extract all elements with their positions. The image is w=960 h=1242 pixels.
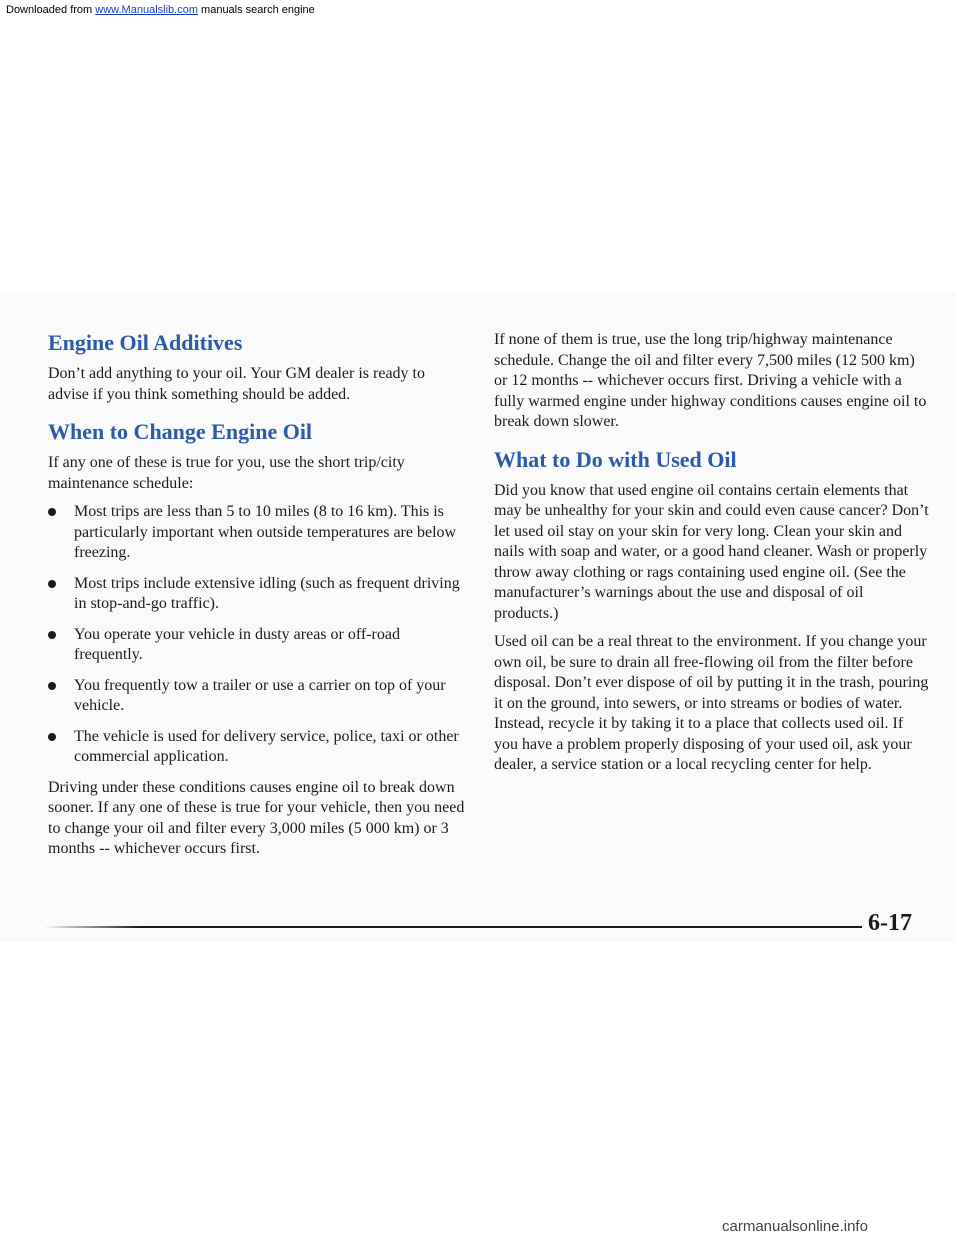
banner-prefix: Downloaded from xyxy=(6,4,96,16)
bullet-icon xyxy=(48,682,56,690)
manualslib-link[interactable]: www.Manualslib.com xyxy=(95,4,198,16)
heading-engine-oil-additives: Engine Oil Additives xyxy=(48,330,243,355)
long-trip-paragraph: If none of them is true, use the long trip/highway maintenance schedule. Change the oil and filter every 7,500 miles (12 500 km) or 12 months -- whichever occurs first. Driving a vehicle with a fully warmed engine under highway conditions causes engine oil to break down slower. xyxy=(494,331,927,430)
bullet-icon xyxy=(48,580,56,588)
left-column xyxy=(48,330,468,868)
footer-rule xyxy=(42,926,862,928)
heading-used-oil: What to Do with Used Oil xyxy=(494,446,737,472)
list-item: Most trips are less than 5 to 10 miles (8 to 16 km). This is particularly important when outside temperatures are below freezing. xyxy=(48,502,468,564)
bullet-icon xyxy=(48,733,56,741)
right-column xyxy=(494,330,930,784)
used-oil-paragraph-1: Did you know that used engine oil contains certain elements that may be unhealthy for your skin and could even cause cancer? Don’t let used oil stay on your skin for very long. Clean your skin and nails with soap and water, or a good hand cleaner. Wash or properly throw away clothing or rags containing used engine oil. (See the manufacturer’s warnings about the use and disposal of oil products.) xyxy=(494,481,929,622)
conditions-list xyxy=(48,502,468,768)
additives-paragraph: Don’t add anything to your oil. Your GM dealer is ready to advise if you think something should be added. xyxy=(48,365,425,403)
download-banner xyxy=(6,4,315,16)
bullet-icon xyxy=(48,631,56,639)
when-closing-paragraph: Driving under these conditions causes engine oil to break down sooner. If any one of these is true for your vehicle, then you need to change your oil and filter every 3,000 miles (5 000 km) or 3 months -- whichever occurs first. xyxy=(48,778,465,857)
page-number: 6-17 xyxy=(868,910,912,936)
bullet-icon xyxy=(48,508,56,516)
list-item: You frequently tow a trailer or use a carrier on top of your vehicle. xyxy=(48,676,468,717)
used-oil-paragraph-2: Used oil can be a real threat to the environment. If you change your own oil, be sure to drain all free-flowing oil from the filter before disposal. Don’t ever dispose of oil by putting it in the trash, pouring it on the ground, into sewers, or into streams or bodies of water. Instead, recycle it by taking it to a place that collects used oil. If you have a problem properly disposing of your used oil, ask your dealer, a service station or a local recycling center for help. xyxy=(494,633,929,773)
list-item: The vehicle is used for delivery service, police, taxi or other commercial application. xyxy=(48,727,468,768)
list-item: You operate your vehicle in dusty areas or off-road frequently. xyxy=(48,625,468,666)
banner-suffix: manuals search engine xyxy=(197,4,315,16)
footer-watermark: carmanualsonline.info xyxy=(722,1218,868,1235)
heading-when-to-change: When to Change Engine Oil xyxy=(48,419,313,444)
list-item: Most trips include extensive idling (such as frequent driving in stop-and-go traffic). xyxy=(48,574,468,615)
when-intro-paragraph: If any one of these is true for you, use the short trip/city maintenance schedule: xyxy=(48,454,405,492)
